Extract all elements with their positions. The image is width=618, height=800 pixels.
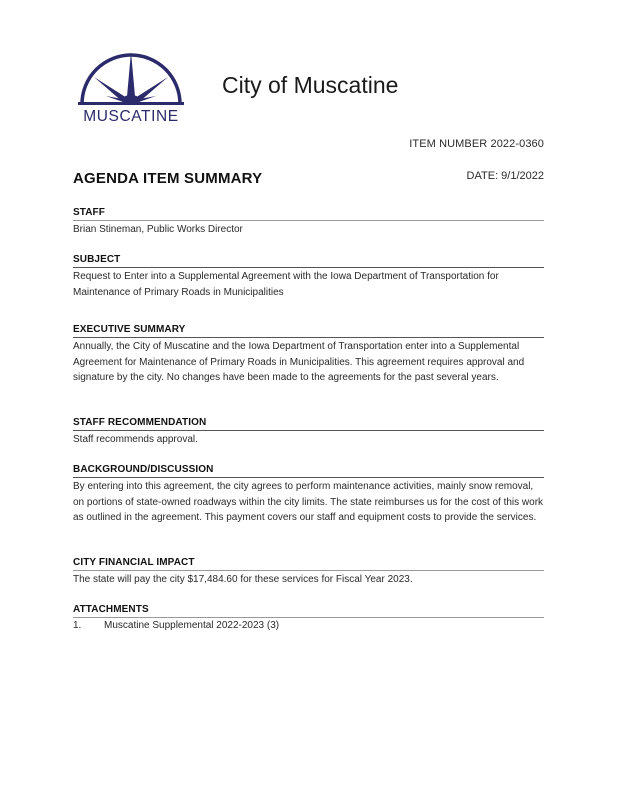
section-heading-background: BACKGROUND/DISCUSSION bbox=[73, 464, 544, 478]
section-body-financial-impact: The state will pay the city $17,484.60 for these services for Fiscal Year 2023. bbox=[73, 574, 413, 585]
section-heading-subject: SUBJECT bbox=[73, 254, 544, 268]
section-heading-executive-summary: EXECUTIVE SUMMARY bbox=[73, 324, 544, 338]
item-number: ITEM NUMBER 2022-0360 bbox=[409, 138, 544, 150]
section-staff bbox=[73, 207, 544, 238]
section-body-executive-summary: Annually, the City of Muscatine and the Iowa Department of Transportation enter into a Supplemental Agreement for Maintenance of Primary Roads in Municipalities. This agreement requires approval and signature by the city. No changes have been made to the agreements for the past several years. bbox=[73, 341, 525, 383]
attachment-item[interactable] bbox=[73, 618, 544, 633]
section-city-financial-impact bbox=[73, 557, 544, 588]
section-heading-staff-recommendation: STAFF RECOMMENDATION bbox=[73, 417, 544, 431]
document-title: AGENDA ITEM SUMMARY bbox=[73, 170, 263, 187]
section-body-staff: Brian Stineman, Public Works Director bbox=[73, 224, 243, 235]
attachment-number: 1. bbox=[73, 620, 82, 631]
organization-title: City of Muscatine bbox=[222, 72, 399, 98]
section-heading-attachments: ATTACHMENTS bbox=[73, 604, 544, 618]
section-staff-recommendation bbox=[73, 417, 544, 448]
section-body-subject: Request to Enter into a Supplemental Agreement with the Iowa Department of Transportation for Maintenance of Primary Roads in Municipalities bbox=[73, 271, 499, 298]
section-subject bbox=[73, 254, 544, 300]
logo-wordmark: MUSCATINE bbox=[83, 108, 179, 124]
document-date: DATE: 9/1/2022 bbox=[466, 170, 544, 182]
section-executive-summary bbox=[73, 324, 544, 386]
section-background-discussion bbox=[73, 464, 544, 526]
attachment-link[interactable]: Muscatine Supplemental 2022-2023 (3) bbox=[104, 620, 280, 631]
city-logo-icon bbox=[76, 52, 186, 124]
section-heading-financial-impact: CITY FINANCIAL IMPACT bbox=[73, 557, 544, 571]
section-attachments bbox=[73, 604, 544, 633]
section-heading-staff: STAFF bbox=[73, 207, 544, 221]
section-body-background: By entering into this agreement, the city agrees to perform maintenance activities, mainly snow removal, on portions of state-owned roadways within the city limits. The state reimburses us for the cost of this work as outlined in the agreement. This payment covers our staff and equipment costs to provide the services. bbox=[73, 481, 544, 523]
section-body-staff-recommendation: Staff recommends approval. bbox=[73, 434, 198, 445]
